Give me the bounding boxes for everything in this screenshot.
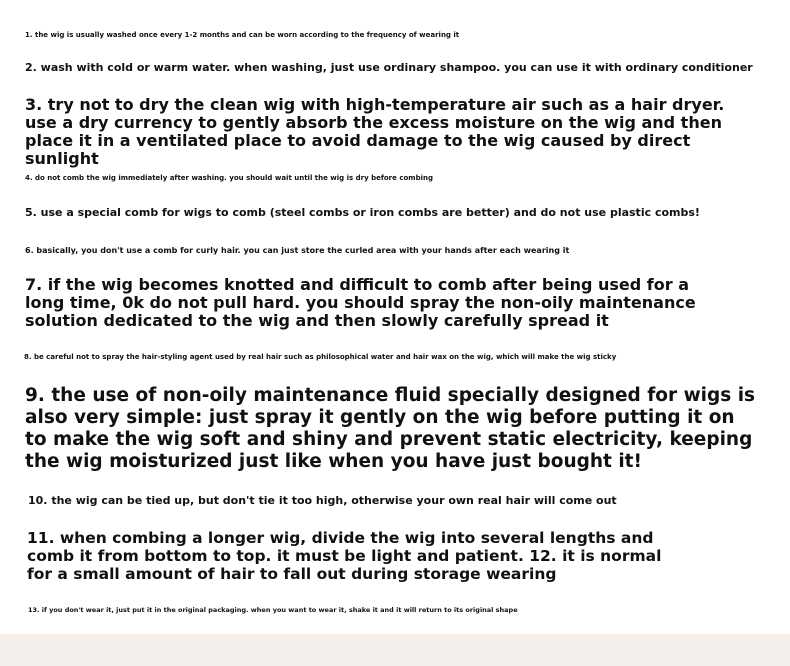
- tip-6: 6. basically, you don't use a comb for curly hair. you can just store the curled area with your hands after each wearing it: [25, 246, 570, 255]
- tip-1: 1. the wig is usually washed once every 1-2 months and can be worn according to the frequency of wearing it: [25, 31, 460, 39]
- tip-9: 9. the use of non-oily maintenance fluid specially designed for wigs is also very simple: just spray it gently on the wig before putting it on to make the wig soft and shiny and prevent static electricity, keeping the wig moisturized just like when you have just bought it!: [25, 385, 756, 472]
- tip-2: 2. wash with cold or warm water. when washing, just use ordinary shampoo. you can use it with ordinary conditioner: [25, 61, 753, 74]
- tip-5: 5. use a special comb for wigs to comb (steel combs or iron combs are better) and do not use plastic combs!: [25, 206, 700, 219]
- tip-3: 3. try not to dry the clean wig with high-temperature air such as a hair dryer. use a dry currency to gently absorb the excess moisture on the wig and then place it in a ventilated place to avoid damage to the wig caused by direct sunlight: [25, 95, 725, 168]
- tip-7: 7. if the wig becomes knotted and difficult to comb after being used for a long time, 0k do not pull hard. you should spray the non-oily maintenance solution dedicated to the wig and then slowly carefully spread it: [25, 275, 696, 330]
- tip-13: 13. if you don't wear it, just put it in the original packaging. when you want to wear it, shake it and it will return to its original shape: [28, 606, 518, 614]
- tip-4: 4. do not comb the wig immediately after washing. you should wait until the wig is dry before combing: [25, 174, 433, 182]
- tip-10: 10. the wig can be tied up, but don't tie it too high, otherwise your own real hair will come out: [28, 494, 617, 507]
- tip-8: 8. be careful not to spray the hair-styling agent used by real hair such as philosophical water and hair wax on the wig, which will make the wig sticky: [24, 353, 617, 361]
- footer-band: [0, 634, 790, 666]
- tip-11: 11. when combing a longer wig, divide the wig into several lengths and comb it from bottom to top. it must be light and patient. 12. it is normal for a small amount of hair to fall out during storage wearing: [27, 529, 662, 583]
